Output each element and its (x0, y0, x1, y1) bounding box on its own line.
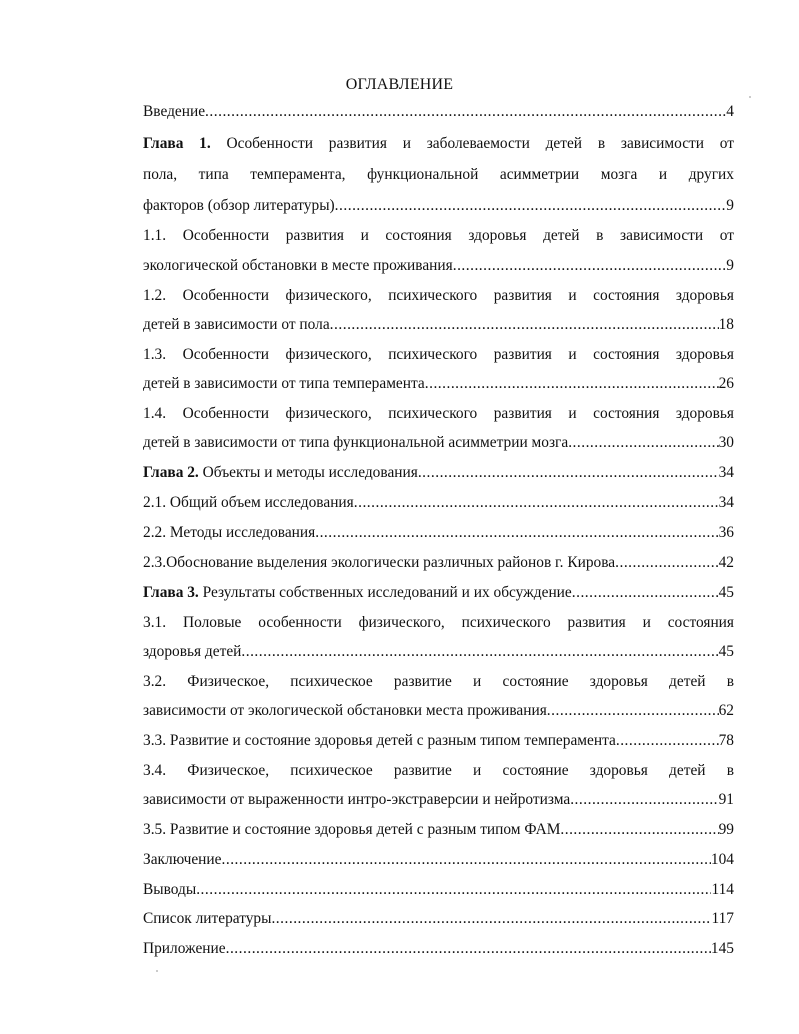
chapter-title: Результаты собственных исследований и их обсуждение (202, 584, 572, 601)
toc-entry-3-5 (143, 819, 734, 841)
leader-dots (568, 432, 718, 454)
chapter-title: Объекты и методы исследования (202, 464, 418, 481)
leader-dots (241, 641, 718, 663)
toc-page-number: 78 (718, 732, 734, 749)
toc-entry-text: здоровья детей (143, 643, 242, 660)
leader-dots (222, 849, 711, 871)
toc-page-number: 34 (718, 464, 734, 481)
toc-entry-intro (143, 101, 734, 123)
toc-entry-1-3-line1: 1.3. Особенности физического, психического развития и состояния здоровья (143, 346, 734, 363)
toc-entry-ch1-line1 (143, 133, 734, 155)
toc-page-number: 114 (711, 881, 734, 898)
toc-entry-text: 3.5. Развитие и состояние здоровья детей с разным типом ФАМ (143, 821, 561, 838)
toc-entry-text: 2.2. Методы исследования (143, 524, 316, 541)
toc-entry-text: детей в зависимости от типа темперамента (143, 375, 425, 392)
scan-speck (156, 970, 158, 972)
leader-dots (570, 789, 718, 811)
toc-entry-text: зависимости от выраженности интро-экстраверсии и нейротизма (143, 791, 571, 808)
toc-entry-1-4-line1: 1.4. Особенности физического, психического развития и состояния здоровья (143, 405, 734, 422)
toc-entry-3-1-line2 (143, 641, 734, 663)
toc-page-number: 18 (718, 316, 734, 333)
leader-dots (205, 101, 726, 123)
leader-dots (560, 819, 718, 841)
leader-dots (354, 492, 719, 514)
toc-entry-2-1 (143, 492, 734, 514)
toc-entry-ch2 (143, 462, 734, 484)
toc-page-number: 26 (718, 375, 734, 392)
toc-page-number: 117 (711, 910, 734, 927)
toc-entry-1-2-line1: 1.2. Особенности физического, психического развития и состояния здоровья (143, 287, 734, 304)
toc-entry-ch1-line2: пола, типа темперамента, функциональной асимметрии мозга и других (143, 166, 734, 183)
toc-entry-findings (143, 879, 734, 901)
leader-dots (616, 730, 719, 752)
toc-entry-1-3-line2 (143, 373, 734, 395)
page-title: ОГЛАВЛЕНИЕ (345, 76, 454, 93)
leader-dots (271, 908, 711, 930)
toc-entry-1-1-line1: 1.1. Особенности развития и состояния здоровья детей в зависимости от (143, 227, 734, 244)
toc-entry-3-4-line2 (143, 789, 734, 811)
toc-entry-2-3 (143, 552, 734, 574)
leader-dots (418, 462, 719, 484)
toc-entry-1-2-line2 (143, 314, 734, 336)
toc-entry-text (143, 462, 418, 484)
toc-entry-text: зависимости от экологической обстановки места проживания (143, 702, 547, 719)
toc-entry-text: детей в зависимости от типа функциональной асимметрии мозга (143, 434, 569, 451)
toc-page-number: 9 (726, 197, 734, 214)
leader-dots (196, 879, 711, 901)
toc-entry-3-1-line1: 3.1. Половые особенности физического, психического развития и состояния (143, 614, 734, 631)
toc-page-number: 30 (718, 434, 734, 451)
toc-entry-ch3 (143, 582, 734, 604)
toc-page-number: 62 (718, 702, 734, 719)
leader-dots (330, 314, 719, 336)
toc-entry-3-3 (143, 730, 734, 752)
toc-page-number: 4 (726, 103, 734, 120)
toc-page-number: 145 (710, 940, 734, 957)
toc-page-number: 9 (726, 257, 734, 274)
toc-entry-text: 2.3.Обоснование выделения экологически различных районов г. Кирова (143, 554, 616, 571)
toc-entry-conclusion (143, 849, 734, 871)
toc-entry-references (143, 908, 734, 930)
toc-entry-1-1-line2 (143, 255, 734, 277)
toc-entry-text: 2.1. Общий объем исследования (143, 494, 354, 511)
toc-page-number: 45 (718, 643, 734, 660)
toc-page-number: 36 (718, 524, 734, 541)
scan-speck (749, 96, 751, 98)
toc-entry-text: Выводы (143, 881, 197, 898)
toc-entry-3-2-line1: 3.2. Физическое, психическое развитие и состояние здоровья детей в (143, 673, 734, 690)
chapter-label: Глава 1. (143, 135, 211, 152)
toc-entry-text: Заключение (143, 851, 222, 868)
toc-page-number: 45 (718, 584, 734, 601)
leader-dots (615, 552, 718, 574)
leader-dots (572, 582, 719, 604)
toc-entry-text (143, 582, 572, 604)
leader-dots (315, 522, 718, 544)
toc-entry-1-4-line2 (143, 432, 734, 454)
leader-dots (335, 195, 727, 217)
toc-entry-text: Введение (143, 103, 206, 120)
chapter-label: Глава 3. (143, 584, 199, 601)
toc-entry-text: детей в зависимости от пола (143, 316, 330, 333)
toc-page-number: 91 (718, 791, 734, 808)
toc-page-number: 99 (718, 821, 734, 838)
toc-entry-text: 3.3. Развитие и состояние здоровья детей с разным типом темперамента (143, 732, 616, 749)
chapter-label: Глава 2. (143, 464, 199, 481)
toc-entry-appendix (143, 938, 734, 960)
leader-dots (453, 255, 727, 277)
toc-entry-ch1-line3 (143, 195, 734, 217)
leader-dots (425, 373, 719, 395)
toc-entry-text: Приложение (143, 940, 226, 957)
leader-dots (547, 700, 719, 722)
toc-entry-2-2 (143, 522, 734, 544)
toc-page-number: 34 (718, 494, 734, 511)
toc-entry-text: Особенности развития и заболеваемости детей в зависимости от (226, 135, 734, 152)
toc-entry-text: экологической обстановки в месте проживания (143, 257, 453, 274)
toc-page-number: 42 (718, 554, 734, 571)
toc-entry-3-4-line1: 3.4. Физическое, психическое развитие и состояние здоровья детей в (143, 762, 734, 779)
toc-page-number: 104 (710, 851, 734, 868)
toc-entry-text: факторов (обзор литературы) (143, 197, 335, 214)
leader-dots (226, 938, 711, 960)
toc-entry-3-2-line2 (143, 700, 734, 722)
toc-entry-text: Список литературы (143, 910, 272, 927)
